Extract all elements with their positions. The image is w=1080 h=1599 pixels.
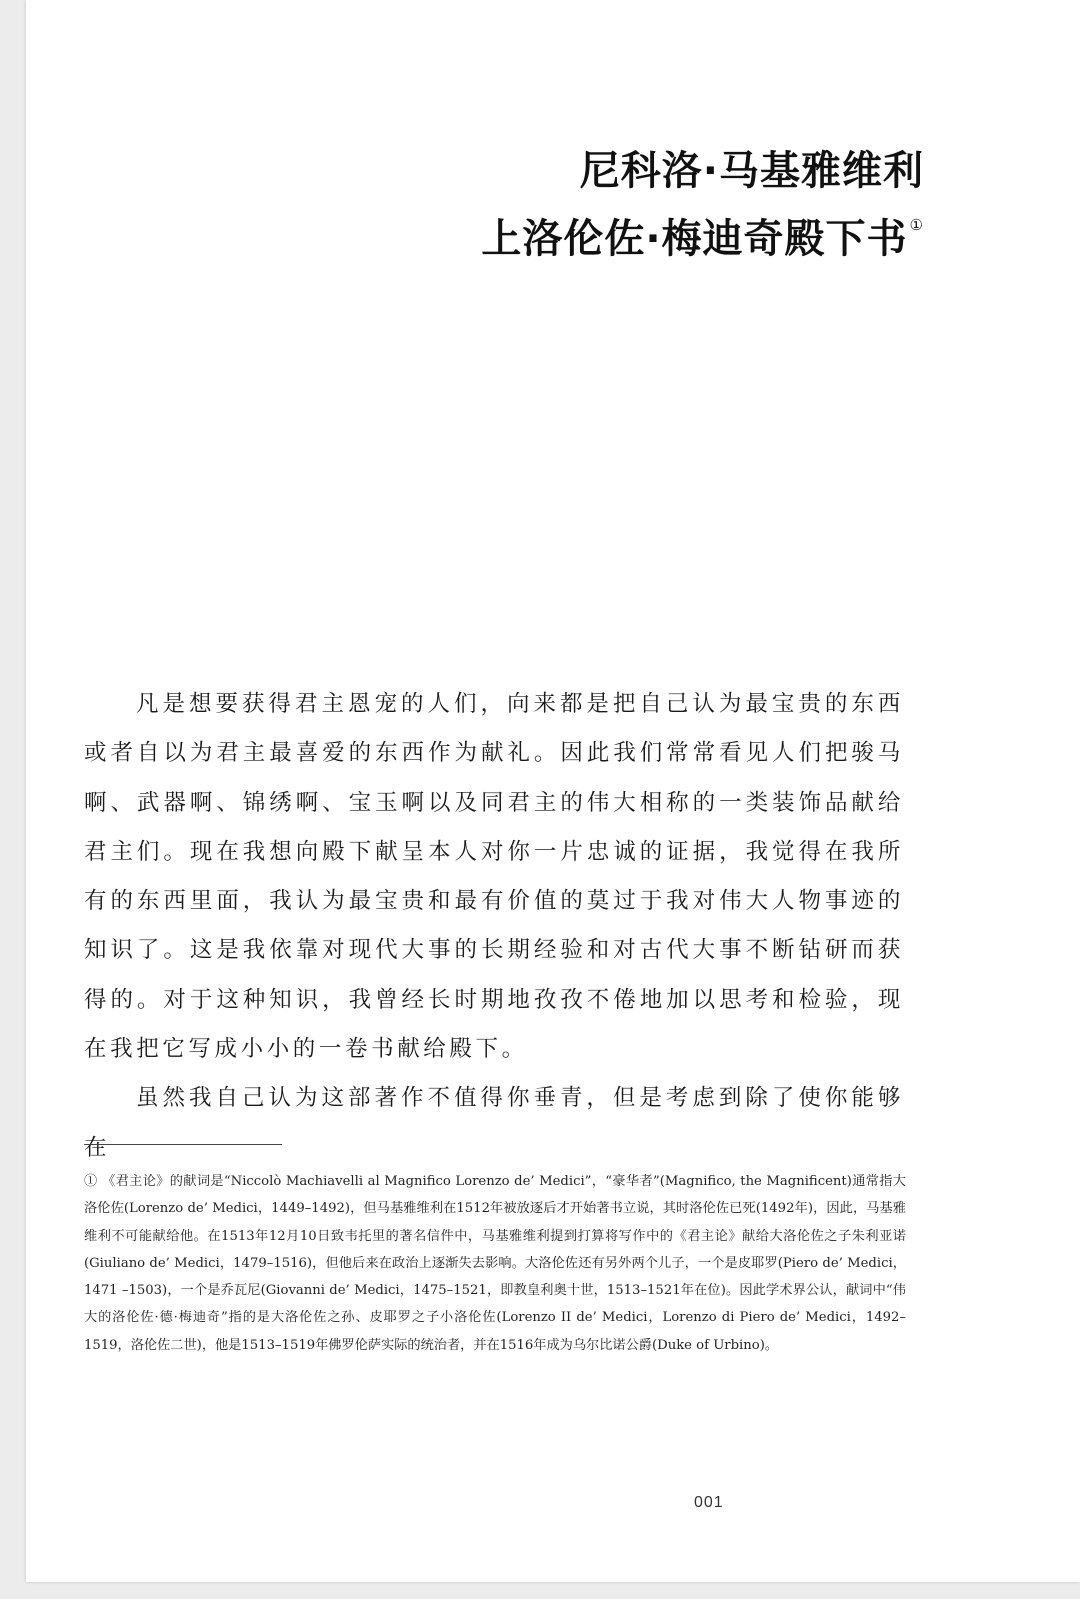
body-paragraph-2: 虽然我自己认为这部著作不值得你垂青，但是考虑到除了使你能够在 (84, 1085, 904, 1161)
body-text (84, 680, 904, 1173)
footnote: ① 《君主论》的献词是“Niccolò Machiavelli al Magnifico Lorenzo de’ Medici”，“豪华者”(Magnifico, the Magnificent)通常指大洛伦佐(Lorenzo de’ Medici，1449–1492)，但马基雅维利在1512年被放逐后才开始著书立说，其时洛伦佐已死(1492年)，因此，马基雅维利不可能献给他。在1513年12月10日致韦托里的著名信件中，马基雅维利提到打算将写作中的《君主论》献给大洛伦佐之子朱利亚诺(Giuliano de’ Medici，1479–1516)，但他后来在政治上逐渐失去影响。大洛伦佐还有另外两个儿子，一个是皮耶罗(Piero de’ Medici，1471 –1503)，一个是乔瓦尼(Giovanni de’ Medici，1475–1521，即教皇利奥十世，1513–1521年在位)。因此学术界公认，献词中“伟大的洛伦佐·德·梅迪奇”指的是大洛伦佐之孙、皮耶罗之子小洛伦佐(Lorenzo II de’ Medici，Lorenzo di Piero de’ Medici，1492–1519，洛伦佐二世)，他是1513–1519年佛罗伦萨实际的统治者，并在1516年成为乌尔比诺公爵(Duke of Urbino)。 (84, 1174, 906, 1353)
footnote-divider (84, 1144, 282, 1145)
chapter-title-line-2-wrapper (481, 198, 924, 266)
body-paragraph-1: 凡是想要获得君主恩宠的人们，向来都是把自己认为最宝贵的东西或者自以为君主最喜爱的东西作为献礼。因此我们常常看见人们把骏马啊、武器啊、锦绣啊、宝玉啊以及同君主的伟大相称的一类装饰品献给君主们。现在我想向殿下献呈本人对你一片忠诚的证据，我觉得在我所有的东西里面，我认为最宝贵和最有价值的莫过于我对伟大人物事迹的知识了。这是我依靠对现代大事的长期经验和对古代大事不断钻研而获得的。对于这种知识，我曾经长时期地孜孜不倦地加以思考和检验，现在我把它写成小小的一卷书献给殿下。 (84, 691, 904, 1063)
footnote-reference-marker: ① (909, 216, 924, 234)
chapter-title (481, 144, 924, 266)
chapter-title-line-1: 尼科洛·马基雅维利 (579, 148, 924, 194)
book-page (26, 0, 1080, 1582)
chapter-title-line-2: 上洛伦佐·梅迪奇殿下书 (481, 216, 908, 262)
page-number: 001 (694, 1494, 724, 1511)
